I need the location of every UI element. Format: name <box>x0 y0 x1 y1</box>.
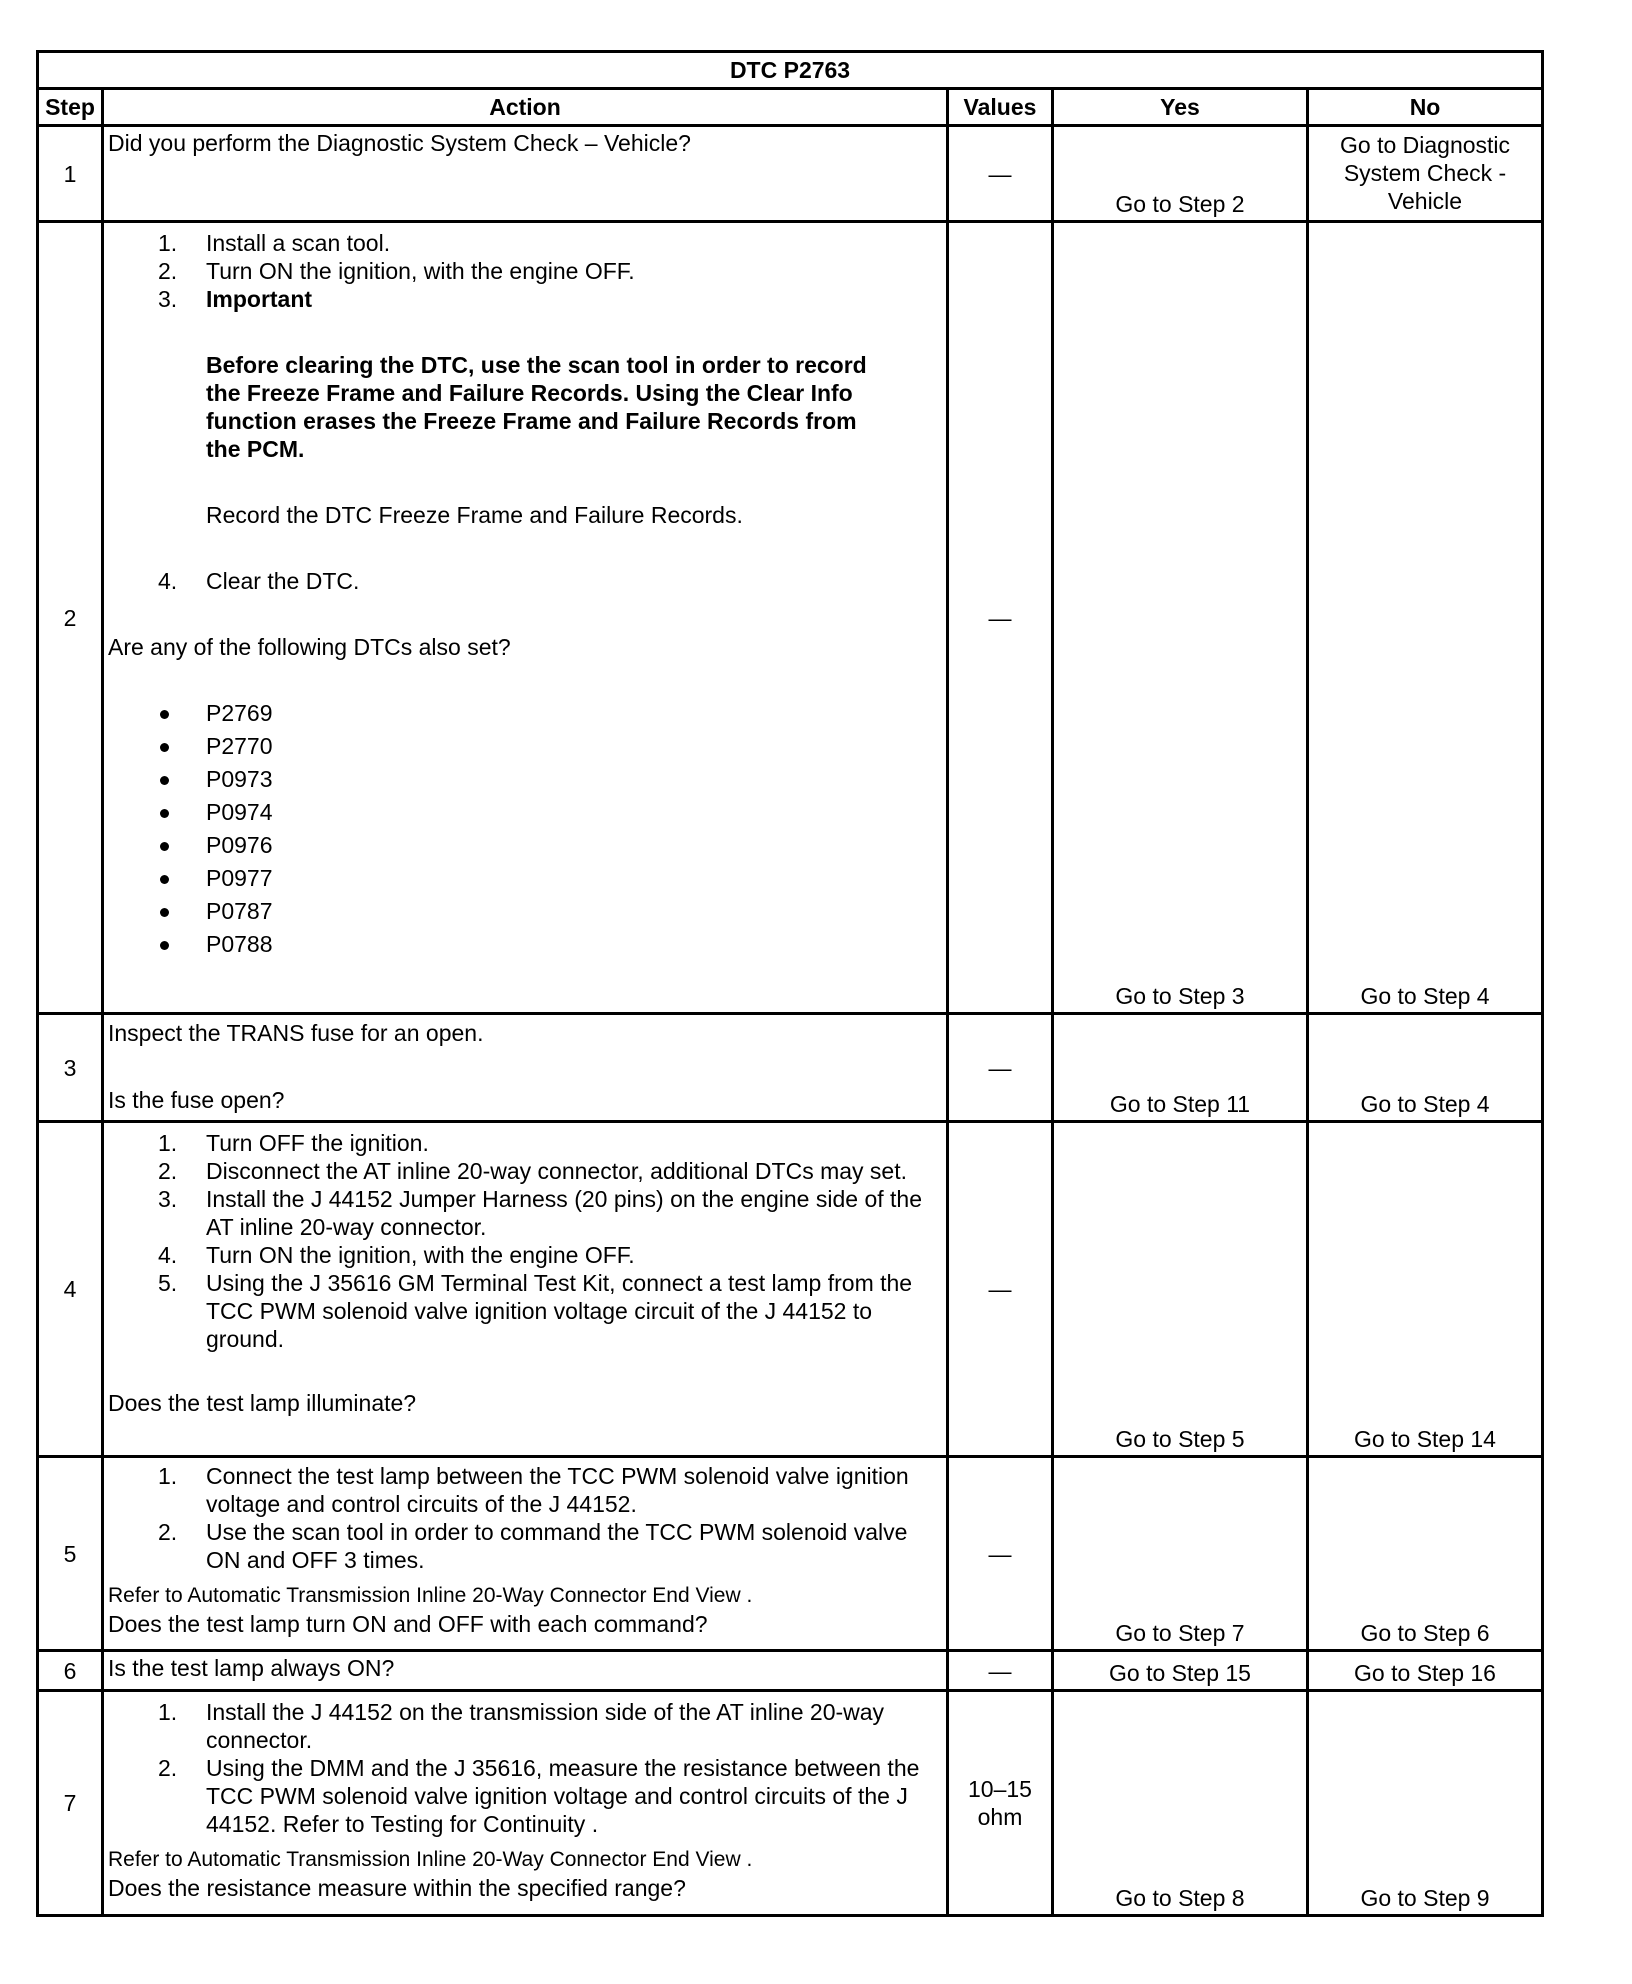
list-item: P0787 <box>108 897 942 930</box>
step-no: Go to Step 4 <box>1308 1014 1543 1122</box>
list-item: P0973 <box>108 765 942 798</box>
step-value: — <box>948 126 1053 222</box>
step-no: Go to Step 6 <box>1308 1457 1543 1651</box>
table-row <box>38 1651 1543 1691</box>
header-no: No <box>1308 89 1543 126</box>
list-item: 1. Install the J 44152 on the transmission side of the AT inline 20-way connector. <box>158 1699 885 1753</box>
dtc-list <box>108 699 942 963</box>
table-title: DTC P2763 <box>38 52 1543 89</box>
dtc-table <box>36 50 1544 1917</box>
step-number: 3 <box>38 1014 103 1122</box>
step-yes: Go to Step 2 <box>1053 126 1308 222</box>
list-item: 4. Turn ON the ignition, with the engine OFF. <box>158 1242 635 1268</box>
header-step: Step <box>38 89 103 126</box>
table-row <box>38 1457 1543 1651</box>
header-values: Values <box>948 89 1053 126</box>
step-no: Go to Step 16 <box>1308 1651 1543 1691</box>
list-item: 4. Clear the DTC. <box>158 568 360 594</box>
step-value: — <box>948 1122 1053 1457</box>
table-row <box>38 1014 1543 1122</box>
step-question: Is the test lamp always ON? <box>108 1655 395 1681</box>
step-yes: Go to Step 3 <box>1053 222 1308 1014</box>
table-row <box>38 1122 1543 1457</box>
step-no: Go to Step 4 <box>1308 222 1543 1014</box>
step-text: Inspect the TRANS fuse for an open. <box>108 1020 484 1046</box>
step-yes: Go to Step 7 <box>1053 1457 1308 1651</box>
record-note: Record the DTC Freeze Frame and Failure Records. <box>206 502 743 528</box>
step-number: 6 <box>38 1651 103 1691</box>
step-yes: Go to Step 5 <box>1053 1122 1308 1457</box>
list-item: 1. Install a scan tool. <box>158 230 391 256</box>
list-item: 3. Important <box>158 286 313 312</box>
list-item: P0977 <box>108 864 942 897</box>
list-item: 2. Use the scan tool in order to command the TCC PWM solenoid valve ON and OFF 3 times. <box>158 1519 908 1573</box>
step-value: — <box>948 1651 1053 1691</box>
step-action <box>103 1122 948 1457</box>
step-value: — <box>948 1014 1053 1122</box>
step-yes: Go to Step 8 <box>1053 1691 1308 1916</box>
step-question: Is the fuse open? <box>108 1087 285 1113</box>
refer-link[interactable]: Refer to Automatic Transmission Inline 20-Way Connector End View . <box>108 1584 753 1607</box>
step-yes: Go to Step 11 <box>1053 1014 1308 1122</box>
step-question: Does the resistance measure within the specified range? <box>108 1875 686 1901</box>
step-question: Does the test lamp turn ON and OFF with each command? <box>108 1611 708 1637</box>
step-action <box>103 1691 948 1916</box>
step-number: 7 <box>38 1691 103 1916</box>
step-no: Go to Step 9 <box>1308 1691 1543 1916</box>
list-item: P2770 <box>108 732 942 765</box>
list-item: 2. Using the DMM and the J 35616, measure the resistance between the TCC PWM solenoid valve ignition voltage and control circuits of the J 44152. Refer to Testing for Continuity . <box>158 1755 920 1837</box>
step-number: 1 <box>38 126 103 222</box>
step-question: Does the test lamp illuminate? <box>108 1390 417 1416</box>
step-question: Are any of the following DTCs also set? <box>108 634 511 660</box>
step-question: Did you perform the Diagnostic System Check – Vehicle? <box>108 130 691 156</box>
step-yes: Go to Step 15 <box>1053 1651 1308 1691</box>
step-number: 2 <box>38 222 103 1014</box>
list-item: 1. Turn OFF the ignition. <box>158 1130 429 1156</box>
step-no: Go to Diagnostic System Check - Vehicle <box>1308 126 1543 222</box>
list-item: 3. Install the J 44152 Jumper Harness (20 pins) on the engine side of the AT inline 20-way connector. <box>158 1186 922 1240</box>
list-item: P0976 <box>108 831 942 864</box>
important-note: Before clearing the DTC, use the scan tool in order to record the Freeze Frame and Failure Records. Using the Clear Info function erases the Freeze Frame and Failure Records from the PCM. <box>206 352 867 462</box>
step-action <box>103 1651 948 1691</box>
step-action <box>103 222 948 1014</box>
step-no: Go to Step 14 <box>1308 1122 1543 1457</box>
table-row <box>38 1691 1543 1916</box>
list-item: 2. Disconnect the AT inline 20-way connector, additional DTCs may set. <box>158 1158 907 1184</box>
step-action <box>103 1014 948 1122</box>
refer-link[interactable]: Refer to Automatic Transmission Inline 20-Way Connector End View . <box>108 1848 753 1871</box>
list-item: P0788 <box>108 930 942 963</box>
step-number: 4 <box>38 1122 103 1457</box>
list-item: 2. Turn ON the ignition, with the engine OFF. <box>158 258 635 284</box>
header-yes: Yes <box>1053 89 1308 126</box>
step-value: — <box>948 222 1053 1014</box>
step-number: 5 <box>38 1457 103 1651</box>
step-action <box>103 1457 948 1651</box>
list-item: P2769 <box>108 699 942 732</box>
step-action <box>103 126 948 222</box>
list-item: 5. Using the J 35616 GM Terminal Test Kit, connect a test lamp from the TCC PWM solenoid valve ignition voltage circuit of the J 44152 to ground. <box>158 1270 913 1352</box>
list-item: P0974 <box>108 798 942 831</box>
list-item: 1. Connect the test lamp between the TCC PWM solenoid valve ignition voltage and control circuits of the J 44152. <box>158 1463 909 1517</box>
step-value: 10–15 ohm <box>948 1691 1053 1916</box>
table-row <box>38 222 1543 1014</box>
table-row <box>38 126 1543 222</box>
step-value: — <box>948 1457 1053 1651</box>
header-action: Action <box>103 89 948 126</box>
